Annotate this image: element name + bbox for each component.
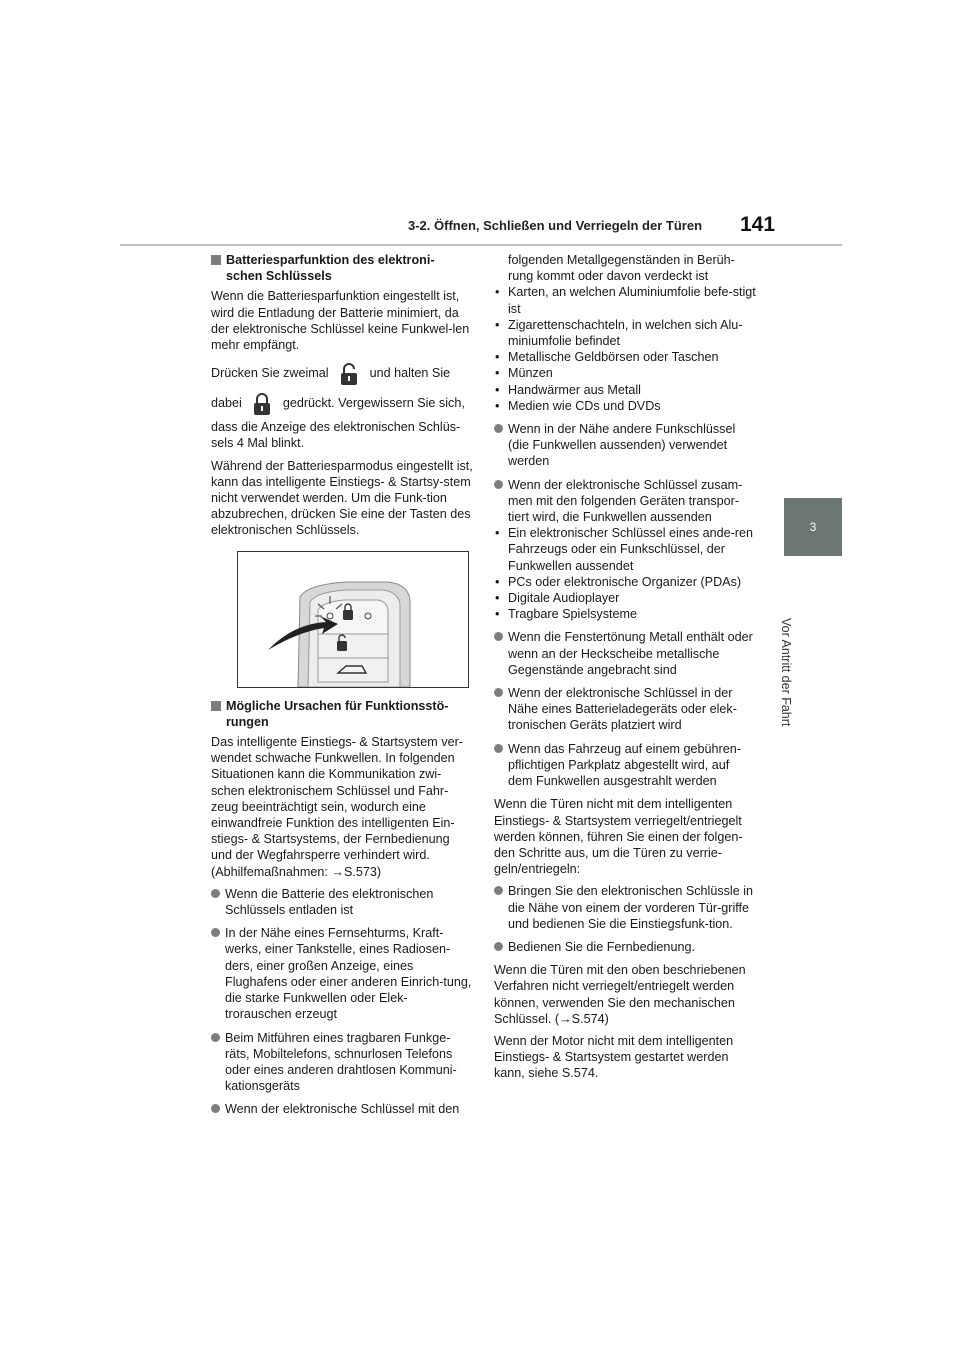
list-item: • Karten, an welchen Aluminiumfolie befe-stigt ist [494, 284, 756, 316]
bullet-item: Bedienen Sie die Fernbedienung. [494, 939, 756, 955]
lock-icon [251, 392, 273, 416]
radio-devices-list [494, 525, 756, 622]
bullet-item: Wenn der elektronische Schlüssel zusam-men mit den folgenden Geräten transpor-tiert wird, die Funkwellen aussenden [494, 477, 756, 526]
list-item: • Medien wie CDs und DVDs [494, 398, 756, 414]
paragraph: folgenden Metallgegenständen in Berüh-rung kommt oder davon verdeckt ist [508, 253, 735, 284]
bullet-item: In der Nähe eines Fernsehturms, Kraft-werks, einer Tankstelle, eines Radiosen-ders, einer großen Anzeige, eines Flughafens oder einer anderen Einrich-tung, die starke Funkwellen oder Elek-trorauschen erzeugt [211, 925, 473, 1022]
chapter-label-text: Vor Antritt der Fahrt [779, 618, 793, 727]
list-item: • Münzen [494, 365, 756, 381]
list-item: • Zigarettenschachteln, in welchen sich Alu-miniumfolie befindet [494, 317, 756, 349]
section-title: 3-2. Öffnen, Schließen und Verriegeln der Türen [408, 218, 703, 233]
paragraph: Wenn die Batteriesparfunktion eingestellt ist, wird die Entladung der Batterie minimiert, da der elektronische Schlüssel keine Funkwel-len mehr empfängt. [211, 289, 470, 353]
bullet-item: Beim Mitführen eines tragbaren Funkge-räts, Mobiltelefons, schnurlosen Telefons oder eines anderen drahtlosen Kommuni-kationsgeräts [211, 1030, 473, 1095]
instruction-text: Drücken Sie zweimal [211, 366, 329, 381]
list-item: • Metallische Geldbörsen oder Taschen [494, 349, 756, 365]
bullet-item: Wenn die Batterie des elektronischen Schlüssels entladen ist [211, 886, 473, 918]
bullet-item: Wenn die Fenstertönung Metall enthält oder wenn an der Heckscheibe metallische Gegenstände angebracht sind [494, 629, 756, 678]
instruction-text: dabei [211, 396, 242, 411]
bullet-item: Wenn das Fahrzeug auf einem gebühren-pflichtigen Parkplatz abgestellt wird, auf dem Funkwellen ausgestrahlt werden [494, 741, 756, 790]
metal-objects-list [494, 284, 756, 414]
paragraph: dass die Anzeige des elektronischen Schlüs-sels 4 Mal blinkt. [211, 420, 461, 451]
chapter-label [775, 618, 795, 748]
right-column [494, 252, 756, 1088]
key-fob-illustration [237, 551, 469, 688]
bullet-item: Wenn der elektronische Schlüssel in der Nähe eines Batterieladegeräts oder elek-tronischen Geräts platziert wird [494, 685, 756, 734]
heading-battery-save: Batteriesparfunktion des elektroni- schen Schlüssels [211, 252, 473, 284]
list-item: • Tragbare Spielsysteme [494, 606, 756, 622]
bullet-item: Wenn der elektronische Schlüssel mit den [211, 1101, 473, 1117]
bullet-item: Wenn in der Nähe andere Funkschlüssel (die Funkwellen aussenden) verwendet werden [494, 421, 756, 470]
paragraph: Wenn der Motor nicht mit dem intelligenten Einstiegs- & Startsystem gestartet werden kann, siehe S.574. [494, 1033, 734, 1081]
instruction-line [211, 359, 473, 387]
left-column [211, 252, 473, 1125]
unlock-icon [338, 362, 360, 386]
paragraph: Während der Batteriesparmodus eingestellt ist, kann das intelligente Einstiegs- & Startsy-stem nicht verwendet werden. Um die Funk-tion abzubrechen, drücken Sie eine der Tasten des elektronischen Schlüssels. [211, 458, 473, 538]
heading-malfunction-causes: Mögliche Ursachen für Funktionsstö- rungen [211, 698, 473, 730]
list-item: • Digitale Audioplayer [494, 590, 756, 606]
instruction-text: gedrückt. Vergewissern Sie sich, [282, 396, 465, 411]
bullet-item: Bringen Sie den elektronischen Schlüssle in die Nähe von einem der vorderen Tür-griffe und bedienen Sie die Einstiegsfunk-tion. [494, 883, 756, 932]
list-item: • PCs oder elektronische Organizer (PDAs) [494, 574, 756, 590]
page-number: 141 [740, 213, 776, 236]
instruction-text: und halten Sie [369, 366, 451, 381]
list-item: • Ein elektronischer Schlüssel eines ande-ren Fahrzeugs oder ein Funkschlüssel, der Funkwellen aussendet [494, 525, 756, 574]
instruction-line [211, 389, 473, 417]
key-fob-drawing [238, 552, 468, 687]
header-divider [120, 244, 842, 246]
page-header [0, 0, 960, 250]
chapter-number: 3 [809, 520, 817, 534]
paragraph: Wenn die Türen mit den oben beschriebenen Verfahren nicht verriegelt/entriegelt werden können, verwenden Sie den mechanischen Schlüssel. (→S.574) [494, 963, 746, 1026]
list-item: • Handwärmer aus Metall [494, 382, 756, 398]
paragraph: Das intelligente Einstiegs- & Startsystem ver-wendet schwache Funkwellen. In folgenden Situationen kann die Kommunikation zwi-schen elektronischem Schlüssel und Fahr-zeug beeinträchtigt sein, wodurch eine einwandfreie Funktion des intelligenten Ein-stiegs- & Startsystems, der Fernbedienung und der Wegfahrsperre verhindert wird. (Abhilfemaßnahmen: →S.573) [211, 735, 463, 879]
paragraph: Wenn die Türen nicht mit dem intelligenten Einstiegs- & Startsystem verriegelt/entriegelt werden können, führen Sie einen der folgen-den Schritte aus, um die Türen zu verrie-geln/entriegeln: [494, 797, 743, 877]
chapter-tab [784, 498, 842, 556]
